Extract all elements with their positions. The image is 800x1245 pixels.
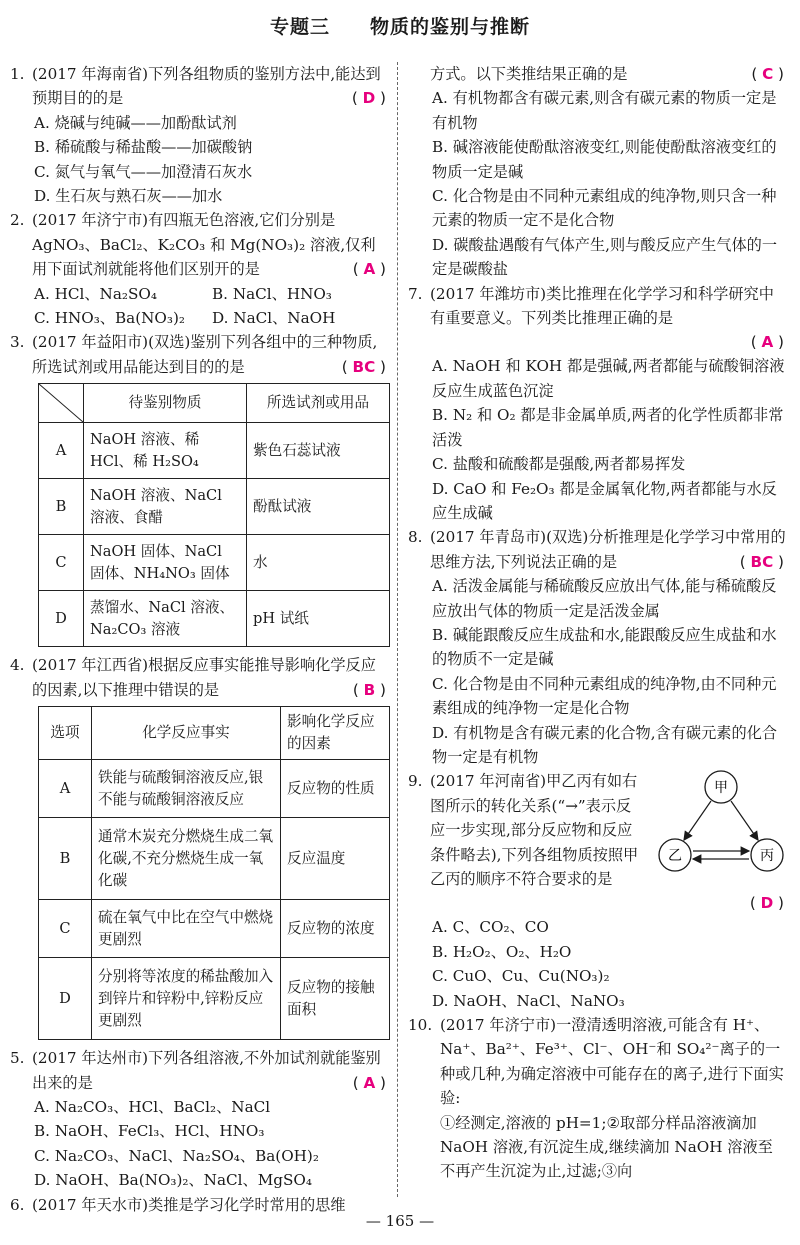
table-cell: 分别将等浓度的稀盐酸加入到锌片和锌粉中,锌粉反应更剧烈: [92, 958, 281, 1040]
table-header: 待鉴别物质: [84, 384, 247, 423]
table-cell: 反应温度: [281, 818, 390, 900]
question-number: 7.: [408, 284, 423, 303]
option-b: B. N₂ 和 O₂ 都是非金属单质,两者的化学性质都非常活泼: [432, 406, 784, 449]
table-cell: C: [39, 535, 84, 591]
page-title: [0, 12, 800, 39]
option-d: D. 碳酸盐遇酸有气体产生,则与酸反应产生气体的一定是碳酸盐: [432, 235, 778, 279]
answer-mark: ( A ): [352, 260, 386, 279]
question-number: 2.: [10, 211, 25, 230]
page-number: — 165 —: [365, 1212, 435, 1230]
option-b: B. H₂O₂、O₂、H₂O: [432, 942, 572, 961]
option-b: B. NaCl、HNO₃: [212, 284, 332, 303]
question-10: [408, 1013, 788, 1184]
question-8: [408, 525, 788, 769]
table-cell: 酚酞试液: [247, 479, 390, 535]
table-cell: 硫在氧气中比在空气中燃烧更剧烈: [92, 900, 281, 958]
option-b: B. 碱溶液能使酚酞溶液变红,则能使酚酞溶液变红的物质一定是碱: [432, 138, 777, 181]
topic-title: 物质的鉴别与推断: [370, 16, 531, 38]
question-stem: (2017 年益阳市)(双选)鉴别下列各组中的三种物质,所选试剂或用品能达到目的的是: [32, 333, 378, 376]
answer-mark: ( D ): [749, 894, 784, 913]
answer-mark: ( D ): [351, 89, 386, 108]
answer-mark: ( A ): [352, 1073, 386, 1092]
question-5: [10, 1046, 390, 1192]
question-7: [408, 282, 788, 526]
q4-table: [38, 706, 390, 1040]
option-c: C. Na₂CO₃、NaCl、Na₂SO₄、Ba(OH)₂: [34, 1146, 319, 1165]
option-c: C. 化合物是由不同种元素组成的纯净物,由不同种元素组成的纯净物一定是化合物: [432, 674, 777, 718]
question-2: [10, 208, 390, 330]
question-1: [10, 62, 390, 208]
table-cell: A: [39, 760, 92, 818]
column-divider: [397, 62, 398, 1197]
option-d: D. NaOH、NaCl、NaNO₃: [432, 991, 625, 1010]
conversion-diagram: [658, 769, 784, 879]
question-stem: (2017 年济宁市)有四瓶无色溶液,它们分别是 AgNO₃、BaCl₂、K₂CO₃ 和 Mg(NO₃)₂ 溶液,仅利用下面试剂就能将他们区别开的是: [32, 211, 376, 279]
option-a: A. NaOH 和 KOH 都是强碱,两者都能与硫酸铜溶液反应生成蓝色沉淀: [432, 357, 785, 400]
table-header: 所选试剂或用品: [247, 384, 390, 423]
option-d: D. CaO 和 Fe₂O₃ 都是金属氧化物,两者都能与水反应生成碱: [432, 479, 777, 522]
table-corner: [39, 384, 84, 423]
question-number: 9.: [408, 772, 423, 791]
table-cell: 蒸馏水、NaCl 溶液、Na₂CO₃ 溶液: [84, 591, 247, 647]
node-bing: 丙: [760, 848, 774, 865]
question-stem: (2017 年河南省)甲乙丙有如右图所示的转化关系(“→”表示反应一步实现,部分反应物和反应条件略去),下列各组物质按照甲乙丙的顺序不符合要求的是: [430, 772, 639, 888]
table-cell: 水: [247, 535, 390, 591]
node-jia: 甲: [714, 780, 728, 797]
option-c: C. 化合物是由不同种元素组成的纯净物,则只含一种元素的物质一定不是化合物: [432, 187, 777, 230]
answer-mark: ( BC ): [739, 552, 784, 571]
question-number: 4.: [10, 656, 25, 675]
option-a: A. 活泼金属能与稀硫酸反应放出气体,能与稀硫酸反应放出气体的物质一定是活泼金属: [432, 577, 777, 620]
question-number: 3.: [10, 333, 25, 352]
table-cell: 反应物的浓度: [281, 900, 390, 958]
right-column: [408, 62, 788, 1184]
answer-mark: ( C ): [751, 65, 784, 83]
question-stem: (2017 年海南省)下列各组物质的鉴别方法中,能达到预期目的的是: [32, 65, 381, 108]
question-stem: (2017 年青岛市)(双选)分析推理是化学学习中常用的思维方法,下列说法正确的是: [430, 528, 786, 571]
question-9: [408, 769, 788, 1013]
table-cell: 铁能与硫酸铜溶液反应,银不能与硫酸铜溶液反应: [92, 760, 281, 818]
q3-table: [38, 383, 390, 647]
table-cell: D: [39, 591, 84, 647]
question-4: [10, 653, 390, 1040]
option-b: B. 稀硫酸与稀盐酸——加碳酸钠: [34, 138, 253, 157]
question-number: 10.: [408, 1016, 433, 1035]
option-c: C. 氮气与氧气——加澄清石灰水: [34, 162, 253, 181]
table-cell: C: [39, 900, 92, 958]
question-number: 8.: [408, 528, 423, 547]
table-cell: A: [39, 423, 84, 479]
left-column: [10, 62, 390, 1217]
option-c: C. HNO₃、Ba(NO₃)₂: [34, 309, 185, 328]
question-stem: (2017 年天水市)类推是学习化学时常用的思维: [32, 1195, 346, 1214]
table-cell: pH 试纸: [247, 591, 390, 647]
option-d: D. NaOH、Ba(NO₃)₂、NaCl、MgSO₄: [34, 1171, 312, 1190]
question-stem: (2017 年江西省)根据反应事实能推导影响化学反应的因素,以下推理中错误的是: [32, 656, 376, 699]
table-header: 选项: [39, 707, 92, 760]
table-cell: 通常木炭充分燃烧生成二氧化碳,不充分燃烧生成一氧化碳: [92, 818, 281, 900]
topic-label: 专题三: [269, 16, 330, 38]
table-cell: D: [39, 958, 92, 1040]
table-cell: NaOH 固体、NaCl 固体、NH₄NO₃ 固体: [84, 535, 247, 591]
table-cell: 反应物的接触面积: [281, 958, 390, 1040]
table-header: 影响化学反应的因素: [281, 707, 390, 760]
question-3: [10, 330, 390, 647]
option-a: A. C、CO₂、CO: [432, 918, 549, 937]
option-b: B. NaOH、FeCl₃、HCl、HNO₃: [34, 1122, 265, 1141]
question-stem: 方式。以下类推结果正确的是: [430, 65, 628, 83]
option-a: A. 有机物都含有碳元素,则含有碳元素的物质一定是有机物: [432, 89, 777, 132]
question-steps: ①经测定,溶液的 pH=1;②取部分样品溶液滴加 NaOH 溶液,有沉淀生成,继续滴加 NaOH 溶液至不再产生沉淀为止,过滤;③向: [440, 1113, 773, 1181]
question-stem: (2017 年潍坊市)类比推理在化学学习和科学研究中有重要意义。下列类比推理正确的是: [430, 284, 774, 328]
answer-mark: ( A ): [750, 333, 784, 352]
question-number: 5.: [10, 1049, 25, 1068]
table-cell: NaOH 溶液、NaCl 溶液、食醋: [84, 479, 247, 535]
option-a: A. 烧碱与纯碱——加酚酞试剂: [34, 113, 237, 132]
answer-mark: ( BC ): [341, 357, 386, 376]
option-c: C. 盐酸和硫酸都是强酸,两者都易挥发: [432, 455, 686, 474]
answer-mark: ( B ): [352, 680, 386, 699]
table-cell: 紫色石蕊试液: [247, 423, 390, 479]
table-cell: B: [39, 818, 92, 900]
question-number: 1.: [10, 65, 25, 83]
table-cell: B: [39, 479, 84, 535]
option-d: D. 生石灰与熟石灰——加水: [34, 187, 223, 206]
table-header: 化学反应事实: [92, 707, 281, 760]
table-cell: 反应物的性质: [281, 760, 390, 818]
option-d: D. NaCl、NaOH: [212, 309, 336, 328]
question-stem: (2017 年济宁市)一澄清透明溶液,可能含有 H⁺、Na⁺、Ba²⁺、Fe³⁺、Cl⁻、OH⁻和 SO₄²⁻离子的一种或几种,为确定溶液中可能存在的离子,进行下面实验:: [440, 1016, 784, 1108]
question-6-continued: [408, 62, 788, 282]
option-c: C. CuO、Cu、Cu(NO₃)₂: [432, 967, 610, 986]
option-a: A. HCl、Na₂SO₄: [34, 284, 157, 303]
question-number: 6.: [10, 1195, 25, 1214]
option-a: A. Na₂CO₃、HCl、BaCl₂、NaCl: [34, 1097, 271, 1116]
option-b: B. 碱能跟酸反应生成盐和水,能跟酸反应生成盐和水的物质不一定是碱: [432, 625, 777, 669]
question-stem: (2017 年达州市)下列各组溶液,不外加试剂就能鉴别出来的是: [32, 1049, 381, 1092]
table-cell: NaOH 溶液、稀 HCl、稀 H₂SO₄: [84, 423, 247, 479]
node-yi: 乙: [668, 848, 682, 865]
option-d: D. 有机物是含有碳元素的化合物,含有碳元素的化合物一定是有机物: [432, 723, 778, 766]
